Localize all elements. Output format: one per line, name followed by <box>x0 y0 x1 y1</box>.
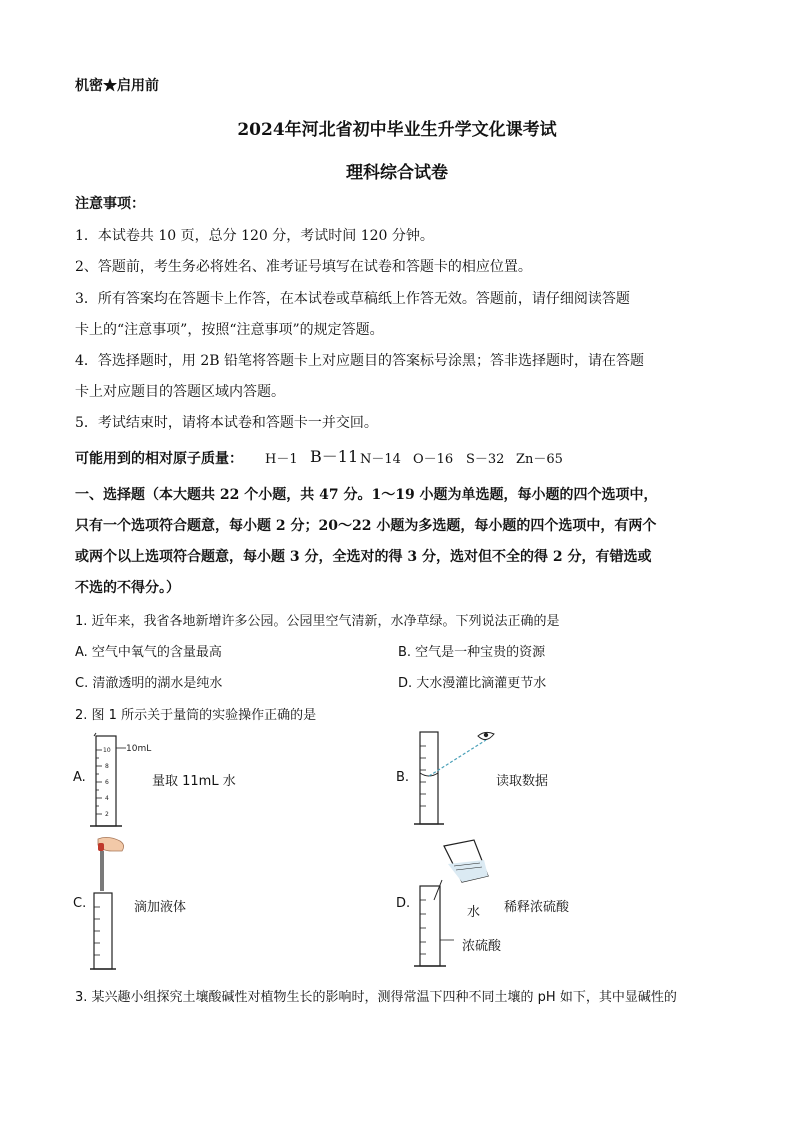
atomic-mass-item: B－11 <box>310 447 359 466</box>
q1-option-b[interactable]: B. 空气是一种宝贵的资源 <box>398 645 546 660</box>
q2-option-b-letter[interactable]: B. <box>396 770 410 785</box>
exam-title: 2024年河北省初中毕业生升学文化课考试 <box>237 120 557 140</box>
q1-option-c[interactable]: C. 清澈透明的湖水是纯水 <box>75 676 223 691</box>
reading-cylinder-figure <box>414 724 504 834</box>
note-line: 3．所有答案均在答题卡上作答，在本试卷或草稿纸上作答无效。答题前，请仔细阅读答题 <box>75 291 630 307</box>
q2-option-d-letter[interactable]: D. <box>396 896 411 911</box>
section-instructions: 或两个以上选项符合题意，每小题 3 分，全选对的得 3 分，选对但不全的得 2 分，有错选或 <box>75 549 652 565</box>
question-1-stem: 1. 近年来，我省各地新增许多公园。公园里空气清新，水净草绿。下列说法正确的是 <box>75 614 560 629</box>
scale-tick-label: 4 <box>105 795 109 802</box>
scale-tick-label: 10 <box>103 747 111 754</box>
notes-heading: 注意事项： <box>75 196 145 212</box>
atomic-mass-item: S－32 <box>466 452 505 467</box>
section-instructions: 一、选择题（本大题共 22 个小题，共 47 分。1～19 小题为单选题，每小题的四个选项中， <box>75 487 658 503</box>
note-line: 卡上对应题目的答题区域内答题。 <box>75 384 285 400</box>
acid-label: 浓硫酸 <box>462 939 502 954</box>
atomic-mass-item: O－16 <box>413 452 454 467</box>
question-2-stem: 2. 图 1 所示关于量筒的实验操作正确的是 <box>75 708 317 723</box>
note-line: 5．考试结束时，请将本试卷和答题卡一并交回。 <box>75 415 378 431</box>
atomic-mass-item: H－1 <box>265 452 298 467</box>
scale-tick-label: 2 <box>105 811 109 818</box>
q2-option-c-caption: 滴加液体 <box>134 900 187 915</box>
q2-option-a-caption: 量取 11mL 水 <box>152 774 236 789</box>
capacity-label: 10mL <box>126 744 152 754</box>
paper-subtitle: 理科综合试卷 <box>346 163 448 183</box>
q2-option-d-caption: 稀释浓硫酸 <box>504 900 570 915</box>
section-instructions: 不选的不得分。） <box>75 580 180 596</box>
section-instructions: 只有一个选项符合题意，每小题 2 分；20～22 小题为多选题，每小题的四个选项中，有两个 <box>75 518 657 534</box>
note-line: 2、答题前，考生务必将姓名、准考证号填写在试卷和答题卡的相应位置。 <box>75 259 532 275</box>
note-line: 1．本试卷共 10 页，总分 120 分，考试时间 120 分钟。 <box>75 228 434 244</box>
note-line: 4．答选择题时，用 2B 铅笔将答题卡上对应题目的答案标号涂黑；答非选择题时，请在答题 <box>75 353 645 369</box>
q1-option-d[interactable]: D. 大水漫灌比滴灌更节水 <box>398 676 547 691</box>
q2-option-a-letter[interactable]: A. <box>73 770 86 785</box>
scale-tick-label: 8 <box>105 763 109 770</box>
scale-tick-label: 6 <box>105 779 109 786</box>
question-3-stem: 3. 某兴趣小组探究土壤酸碱性对植物生长的影响时，测得常温下四种不同土壤的 pH 如下，其中显碱性的 <box>75 990 677 1005</box>
q1-option-a[interactable]: A. 空气中氧气的含量最高 <box>75 645 222 660</box>
q2-option-c-letter[interactable]: C. <box>73 896 87 911</box>
note-line: 卡上的“注意事项”，按照“注意事项”的规定答题。 <box>75 322 384 338</box>
q2-option-b-caption: 读取数据 <box>496 774 549 789</box>
atomic-mass-item: N－14 <box>360 452 401 467</box>
water-label: 水 <box>467 905 481 920</box>
atomic-mass-label: 可能用到的相对原子质量： <box>75 451 243 467</box>
atomic-mass-item: Zn－65 <box>516 452 563 467</box>
confidential-mark: 机密★启用前 <box>75 78 159 94</box>
